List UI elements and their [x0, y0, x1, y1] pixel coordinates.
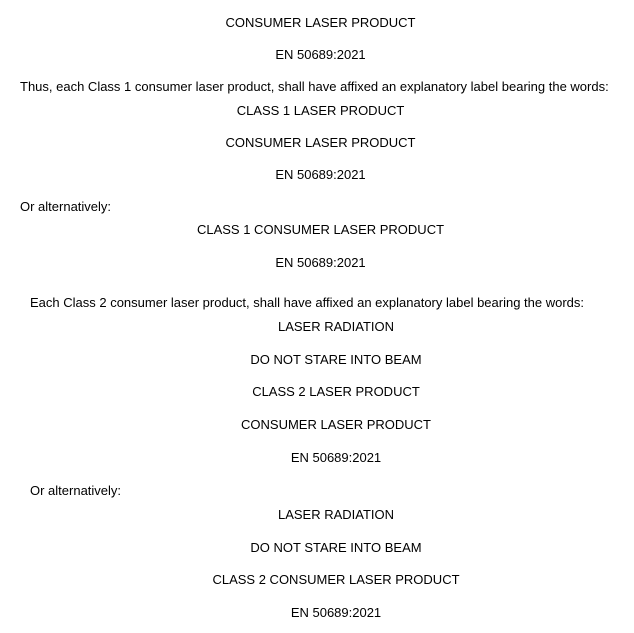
label-line: DO NOT STARE INTO BEAM: [250, 540, 422, 555]
label-line: CONSUMER LASER PRODUCT: [225, 135, 416, 150]
label-line: CLASS 1 CONSUMER LASER PRODUCT: [196, 222, 445, 237]
label-line: CLASS 2 CONSUMER LASER PRODUCT: [212, 572, 460, 587]
label-line: EN 50689:2021: [290, 450, 382, 465]
paragraph-text: Thus, each Class 1 consumer laser product, shall have affixed an explanatory label bearing the words:: [20, 79, 609, 94]
label-line: LASER RADIATION: [277, 507, 395, 522]
label-line: DO NOT STARE INTO BEAM: [250, 352, 422, 367]
label-line: EN 50689:2021: [275, 47, 366, 62]
label-line: CLASS 2 LASER PRODUCT: [252, 384, 420, 399]
label-line: CONSUMER LASER PRODUCT: [241, 417, 431, 432]
label-line: EN 50689:2021: [275, 255, 366, 270]
label-line: LASER RADIATION: [277, 319, 395, 334]
paragraph-text: Or alternatively:: [20, 199, 112, 214]
paragraph-text: Or alternatively:: [30, 483, 122, 498]
label-line: CONSUMER LASER PRODUCT: [225, 15, 416, 30]
label-line: CLASS 1 LASER PRODUCT: [236, 103, 405, 118]
paragraph-text: Each Class 2 consumer laser product, shall have affixed an explanatory label bearing the words:: [30, 295, 585, 310]
label-line: EN 50689:2021: [275, 167, 366, 182]
label-line: EN 50689:2021: [290, 605, 382, 620]
